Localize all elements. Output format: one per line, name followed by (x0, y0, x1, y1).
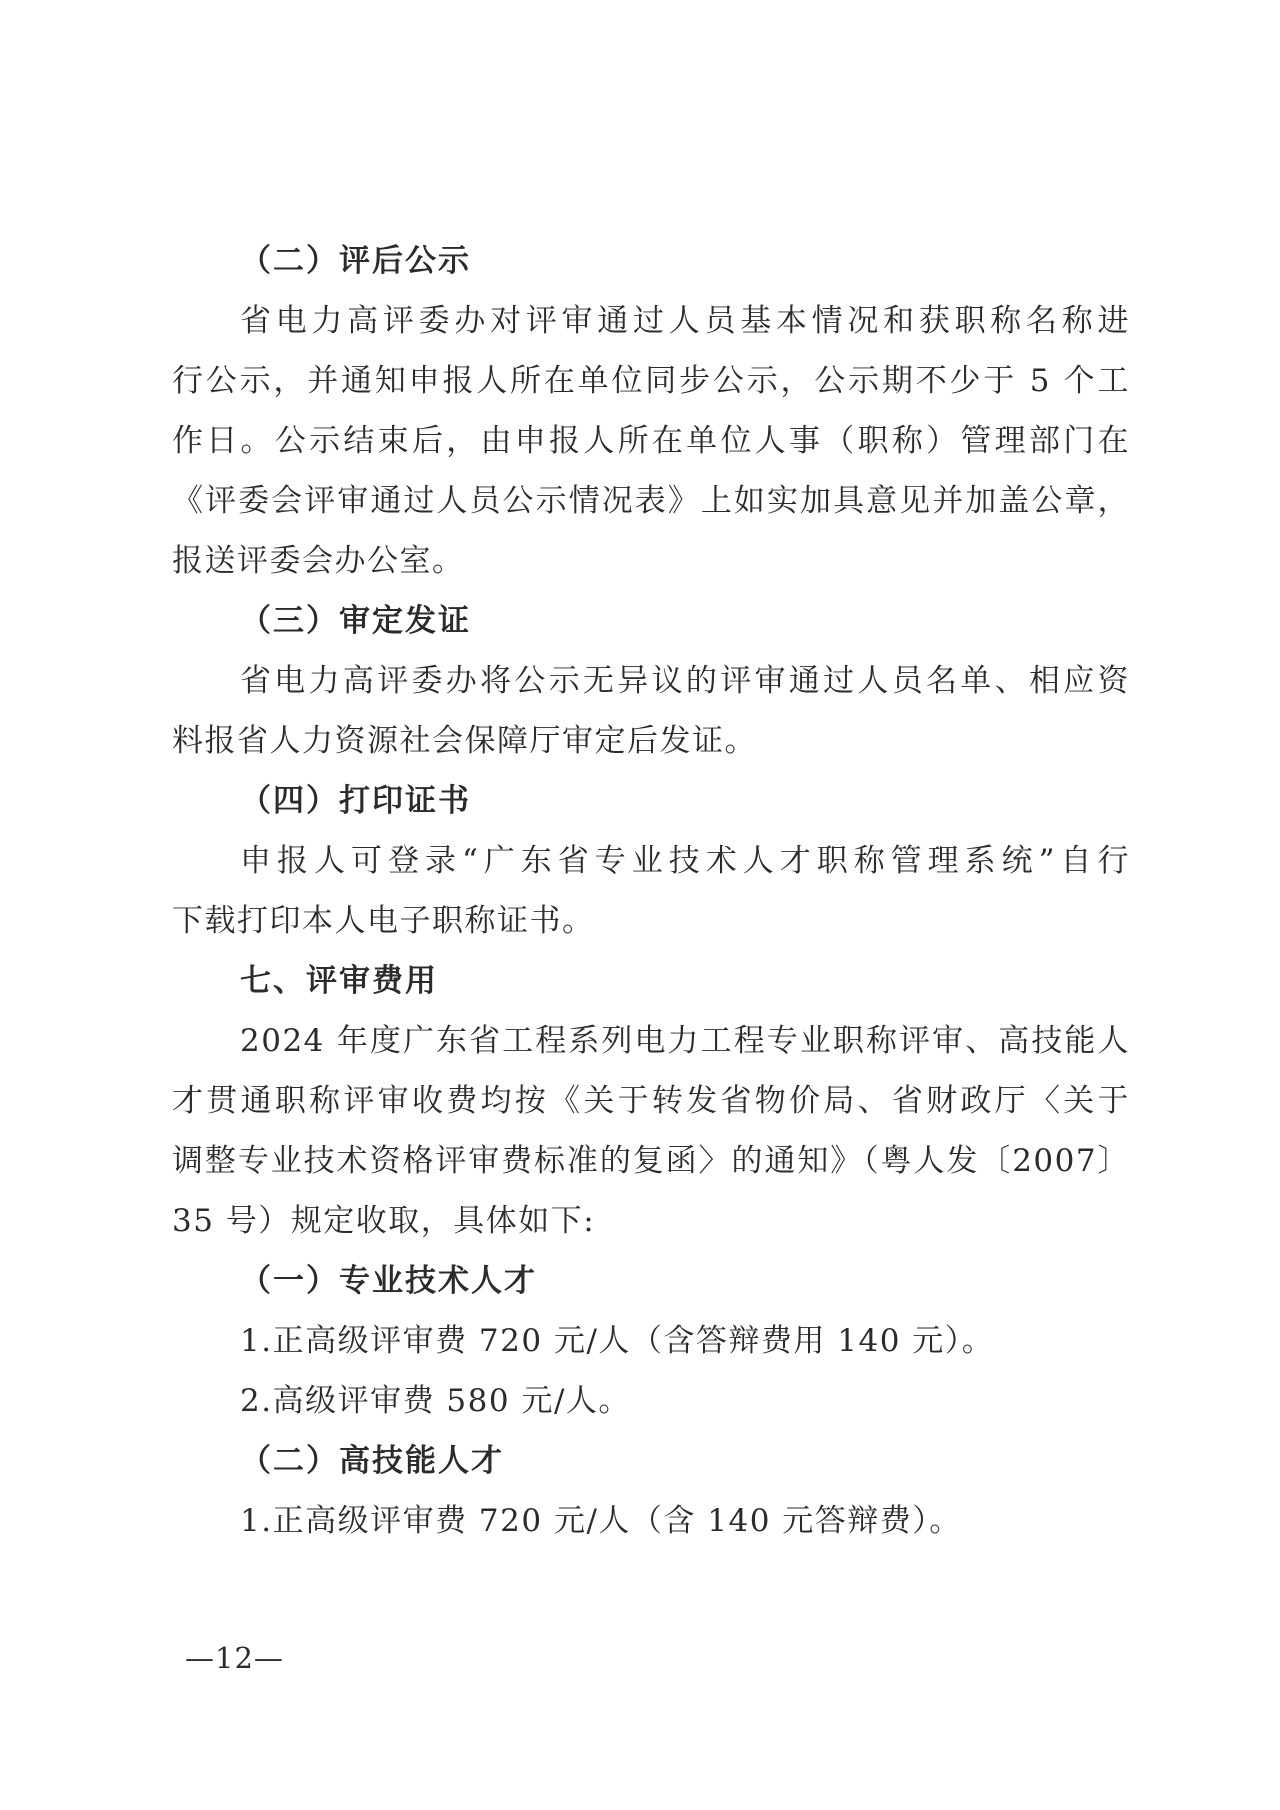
chapter-heading: 七、评审费用 (240, 963, 438, 999)
paragraph-line: 下载打印本人电子职称证书。 (172, 903, 595, 939)
fee-item: 1.正高级评审费 720 元/人（含 140 元答辩费）。 (240, 1503, 962, 1539)
paragraph-line: 2024 年度广东省工程系列电力工程专业职称评审、高技能人 (240, 1023, 1130, 1059)
paragraph-line: 省电力高评委办对评审通过人员基本情况和获职称名称进 (240, 303, 1130, 339)
section-heading: （二）评后公示 (240, 243, 471, 279)
paragraph-line: 报送评委会办公室。 (172, 543, 465, 579)
section-heading: （一）专业技术人才 (240, 1263, 537, 1299)
paragraph-line: 行公示，并通知申报人所在单位同步公示，公示期不少于 5 个工 (172, 363, 1130, 399)
paragraph-line: 作日。公示结束后，由申报人所在单位人事（职称）管理部门在 (172, 423, 1130, 459)
paragraph-line: 调整专业技术资格评审费标准的复函〉的通知》（粤人发〔2007〕 (172, 1143, 1130, 1179)
page-number: —12— (185, 1641, 284, 1675)
paragraph-line: 35 号）规定收取，具体如下: (172, 1203, 596, 1239)
section-heading: （四）打印证书 (240, 783, 471, 819)
paragraph-line: 申报人可登录“广东省专业技术人才职称管理系统”自行 (240, 843, 1130, 879)
paragraph-line: 料报省人力资源社会保障厅审定后发证。 (172, 723, 757, 759)
paragraph-line: 省电力高评委办将公示无异议的评审通过人员名单、相应资 (240, 663, 1130, 699)
paragraph-line: 才贯通职称评审收费均按《关于转发省物价局、省财政厅〈关于 (172, 1083, 1130, 1119)
paragraph-line: 《评委会评审通过人员公示情况表》上如实加具意见并加盖公章， (172, 483, 1130, 519)
section-heading: （三）审定发证 (240, 603, 471, 639)
section-heading: （二）高技能人才 (240, 1443, 504, 1479)
fee-item: 1.正高级评审费 720 元/人（含答辩费用 140 元）。 (240, 1323, 995, 1359)
fee-item: 2.高级评审费 580 元/人。 (240, 1383, 631, 1419)
